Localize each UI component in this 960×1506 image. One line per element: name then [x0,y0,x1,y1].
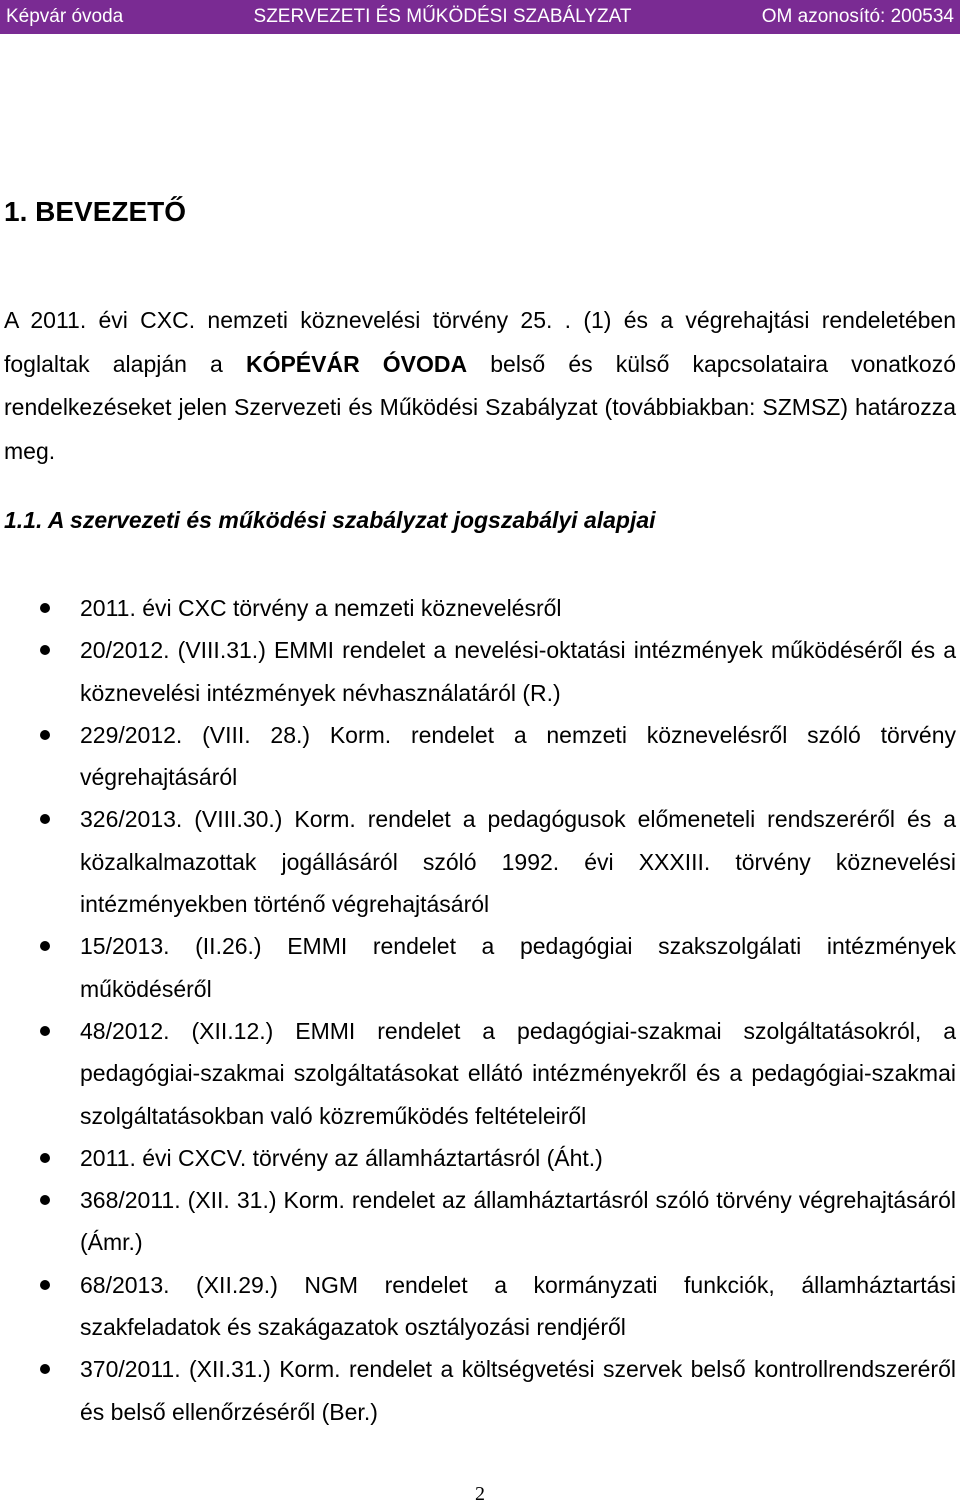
intro-text-2: belső és külső kapcsolataira vonatkozó rendelkezéseket jelen Szervezeti és Működési Szabályzat (továbbiakban: SZMSZ) határozza meg. [4,350,956,464]
list-item-text: 326/2013. (VIII.30.) Korm. rendelet a pedagógusok előmeneteli rendszeréről és a közalkalmazottak jogállásáról szóló 1992. évi XXXIII. törvény köznevelési intézményekben történő végrehajtásáról [80,806,956,918]
list-item-text: 15/2013. (II.26.) EMMI rendelet a pedagógiai szakszolgálati intézmények működéséről [80,933,956,1002]
bullet-icon [40,1153,50,1163]
subsection-title: 1.1. A szervezeti és működési szabályzat jogszabályi alapjai [4,507,656,533]
list-item-text: 229/2012. (VIII. 28.) Korm. rendelet a nemzeti köznevelésről szóló törvény végrehajtásáról [80,721,956,791]
list-item [0,798,956,925]
bullet-icon [40,1364,50,1374]
bullet-icon [40,1026,50,1036]
bullet-icon [40,1280,50,1290]
list-item-text: 368/2011. (XII. 31.) Korm. rendelet az államháztartásról szóló törvény végrehajtásáról (Ámr.) [80,1187,956,1256]
header-document-title: SZERVEZETI ÉS MŰKÖDÉSI SZABÁLYZAT [253,6,632,27]
list-item [0,629,956,714]
list-item [0,1010,956,1137]
list-item-text: 370/2011. (XII.31.) Korm. rendelet a költségvetési szervek belső kontrollrendszeréről és belső ellenőrzéséről (Ber.) [80,1356,956,1425]
legal-basis-list [0,587,956,1433]
page-header [0,0,960,34]
list-item [0,714,956,799]
list-item-text: 48/2012. (XII.12.) EMMI rendelet a pedagógiai-szakmai szolgáltatásokról, a pedagógiai-szakmai szolgáltatásokat ellátó intézményekről és a pedagógiai-szakmai szolgáltatásokban való közreműködés feltételeiről [80,1017,956,1129]
list-item [0,1137,956,1179]
section-title: 1. BEVEZETŐ [4,196,187,227]
bullet-icon [40,645,50,655]
list-item [0,925,956,1010]
intro-paragraph [4,299,956,473]
list-item [0,587,956,629]
list-item-text: 2011. évi CXC törvény a nemzeti köznevelésről [80,595,562,621]
bullet-icon [40,1195,50,1205]
list-item-text: 68/2013. (XII.29.) NGM rendelet a kormányzati funkciók, államháztartási szakfeladatok és szakágazatok osztályozási rendjéről [80,1271,956,1341]
list-item-text: 20/2012. (VIII.31.) EMMI rendelet a nevelési-oktatási intézmények működéséről és a köznevelési intézmények névhasználatáról (R.) [80,637,956,706]
bullet-icon [40,941,50,951]
page-number: 2 [475,1483,485,1505]
intro-institution-name: KÓPÉVÁR ÓVODA [245,350,468,377]
bullet-icon [40,814,50,824]
list-item-text: 2011. évi CXCV. törvény az államháztartásról (Áht.) [80,1144,603,1171]
list-item [0,1348,956,1433]
header-institution: Képvár óvoda [6,6,124,27]
list-item [0,1179,956,1264]
bullet-icon [40,730,50,740]
bullet-icon [40,603,50,613]
header-om-id: OM azonosító: 200534 [761,6,954,27]
list-item [0,1264,956,1349]
intro-text-1: A 2011. évi CXC. nemzeti köznevelési törvény 25. . (1) és a végrehajtási rendeletében foglaltak alapján a [4,307,956,377]
